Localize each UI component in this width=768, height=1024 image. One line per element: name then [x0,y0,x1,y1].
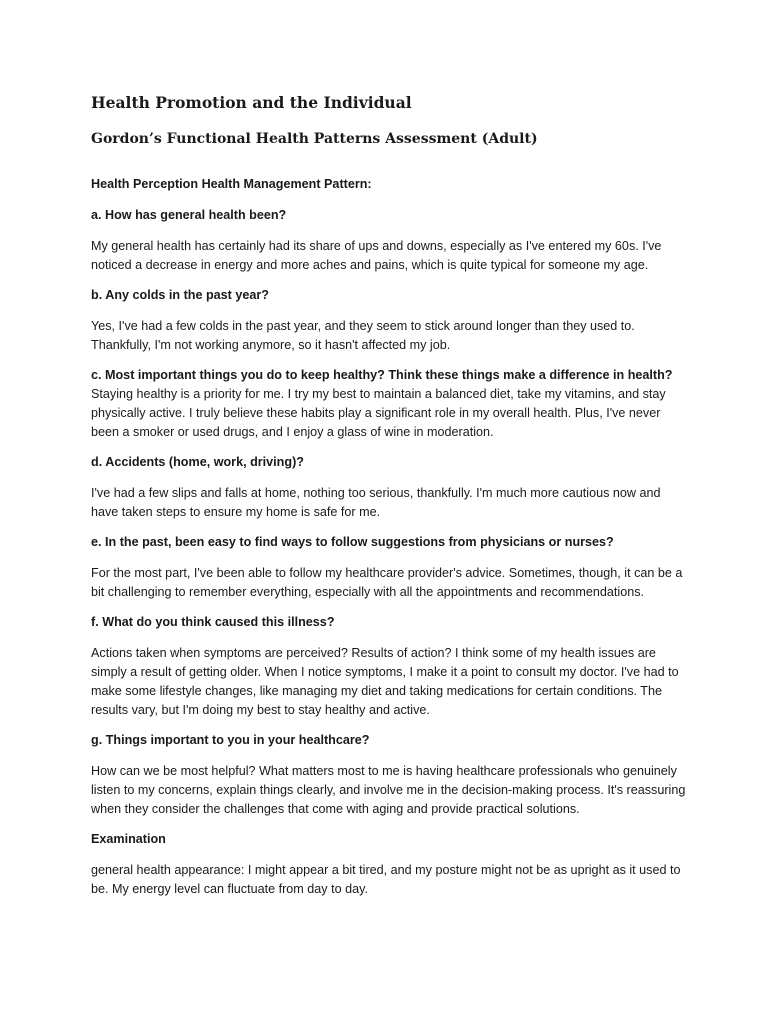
question-b: b. Any colds in the past year? [91,288,269,302]
question-g: g. Things important to you in your healthcare? [91,733,370,747]
examination-text: general health appearance: I might appear a bit tired, and my posture might not be as upright as it used to be. My energy level can fluctuate from day to day. [91,863,681,896]
examination-heading: Examination [91,832,166,846]
answer-b: Yes, I've had a few colds in the past year, and they seem to stick around longer than they used to. Thankfully, I'm not working anymore, so it hasn't affected my job. [91,319,635,352]
answer-d: I've had a few slips and falls at home, nothing too serious, thankfully. I'm much more cautious now and have taken steps to ensure my home is safe for me. [91,486,661,519]
answer-c: Staying healthy is a priority for me. I try my best to maintain a balanced diet, take my vitamins, and stay physically active. I truly believe these habits play a significant role in my overall health. Plus, I've never been a smoker or used drugs, and I enjoy a glass of wine in moderation. [91,387,666,439]
answer-a: My general health has certainly had its share of ups and downs, especially as I've entered my 60s. I've noticed a decrease in energy and more aches and pains, which is quite typical for someone my age. [91,239,662,272]
answer-f: Actions taken when symptoms are perceived? Results of action? I think some of my health issues are simply a result of getting older. When I notice symptoms, I make it a point to consult my doctor. I've had to make some lifestyle changes, like managing my diet and taking medications for certain conditions. The results vary, but I'm doing my best to stay healthy and active. [91,646,679,717]
document-body [91,92,687,910]
question-a: a. How has general health been? [91,208,287,222]
question-f: f. What do you think caused this illness? [91,615,335,629]
section-heading: Health Perception Health Management Pattern: [91,177,372,191]
question-e: e. In the past, been easy to find ways to follow suggestions from physicians or nurses? [91,535,614,549]
document-title: Health Promotion and the Individual [91,93,412,112]
document-subtitle: Gordon’s Functional Health Patterns Assessment (Adult) [91,131,538,147]
answer-e: For the most part, I've been able to follow my healthcare provider's advice. Sometimes, though, it can be a bit challenging to remember everything, especially with all the appointments and recommendations. [91,566,683,599]
answer-g: How can we be most helpful? What matters most to me is having healthcare professionals who genuinely listen to my concerns, explain things clearly, and involve me in the decision-making process. It's reassuring when they consider the challenges that come with aging and provide practical solutions. [91,764,686,816]
question-c: c. Most important things you do to keep healthy? Think these things make a difference in health? [91,368,673,382]
question-d: d. Accidents (home, work, driving)? [91,455,304,469]
